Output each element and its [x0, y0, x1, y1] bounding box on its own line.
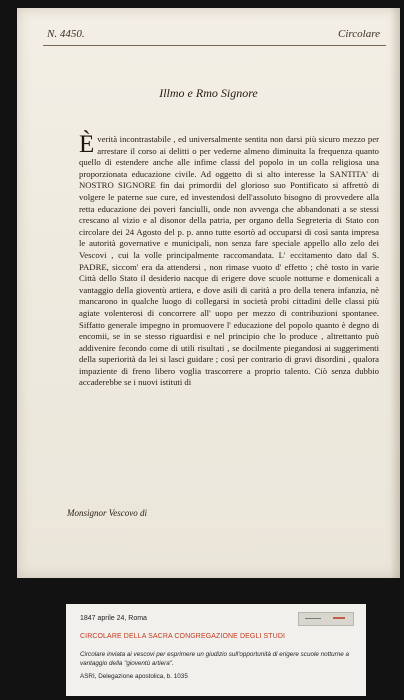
- caption-card: [66, 604, 366, 696]
- archive-stamp-thumbnail: [298, 612, 354, 626]
- caption-date-place: 1847 aprile 24, Roma: [80, 615, 147, 622]
- caption-source: ASRI, Delegazione apostolica, b. 1035: [80, 673, 188, 680]
- protocol-number: N. 4450.: [47, 28, 85, 40]
- caption-description: Circolare inviata ai vescovi per esprimere un giudizio sull'opportunità di erigere scuole notturne a vantaggio della "gioventù artiera".: [80, 651, 349, 667]
- document-type: Circolare: [338, 28, 380, 40]
- caption-title: CIRCOLARE DELLA SACRA CONGREGAZIONE DEGLI STUDI: [80, 633, 286, 640]
- addressee: Monsignor Vescovo di: [67, 508, 147, 518]
- document-sheet: [17, 8, 400, 578]
- body-paragraph: verità incontrastabile , ed universalmente sentita non darsi più sicuro mezzo per arrestare il corso ai delitti o per vederne almeno diminuita la frequenza quanto quello di estendere anche alle infime classi del popolo in un colla religiosa una proporzionata educazione civile. Ad oggetto di si alto interesse la SANTITA' di NOSTRO SIGNORE fin dai primordii del glorioso suo Pontificato si affrettò di volgere le paterne sue cure, ed investendosi dell'assoluto bisogno di provvedere alla retta educazione dei poveri fanciulli, onde non avvenga che abbandonati a se stessi crescano al vizio e al disonor della patria, per organo della Segreteria di Stato con circolare dei 24 Agosto del p. p. anno tutte esortò ad occuparsi di così santa impresa le autorità governative e municipali, non senza fare speciale appello allo zelo dei Vescovi , cui la volle principalmente raccomandata. L' eccitamento dato dal S. PADRE, siccom' era da attendersi , non rimase vuoto d' effetto ; chè tosto in varie Città dello Stato il desiderio nacque di erigere dove scuole notturne e domenicali a vantaggio della gioventù artiera, e dove asili di carità a pro della tenera infanzia, nè mancarono in qualche luogo di collegarsi in società probi cittadini delle classi più agiate volenterosi di concorrere all' uopo per mezzo di contribuzioni spontanee. Siffatto generale impegno in promuovere l' educazione del popolo quanto è degno di encomii, se in se stesso riguardisi e nel principio che lo produce , altrettanto può addivenire fecondo come di utili risultati , se docilmente piegandosi ai suggerimenti della superiorità da lei si lasci guidare ; così per contrario di gravi disordini , qualora impaziente di freno libero voglia trascorrere a proprio talento. Ciò senza dubbio accaderebbe se i nuovi istituti di: [79, 134, 379, 388]
- header-rule: [43, 45, 386, 46]
- body-text: [79, 131, 379, 389]
- drop-cap: È: [79, 131, 95, 158]
- salutation: Illmo e Rmo Signore: [159, 86, 258, 100]
